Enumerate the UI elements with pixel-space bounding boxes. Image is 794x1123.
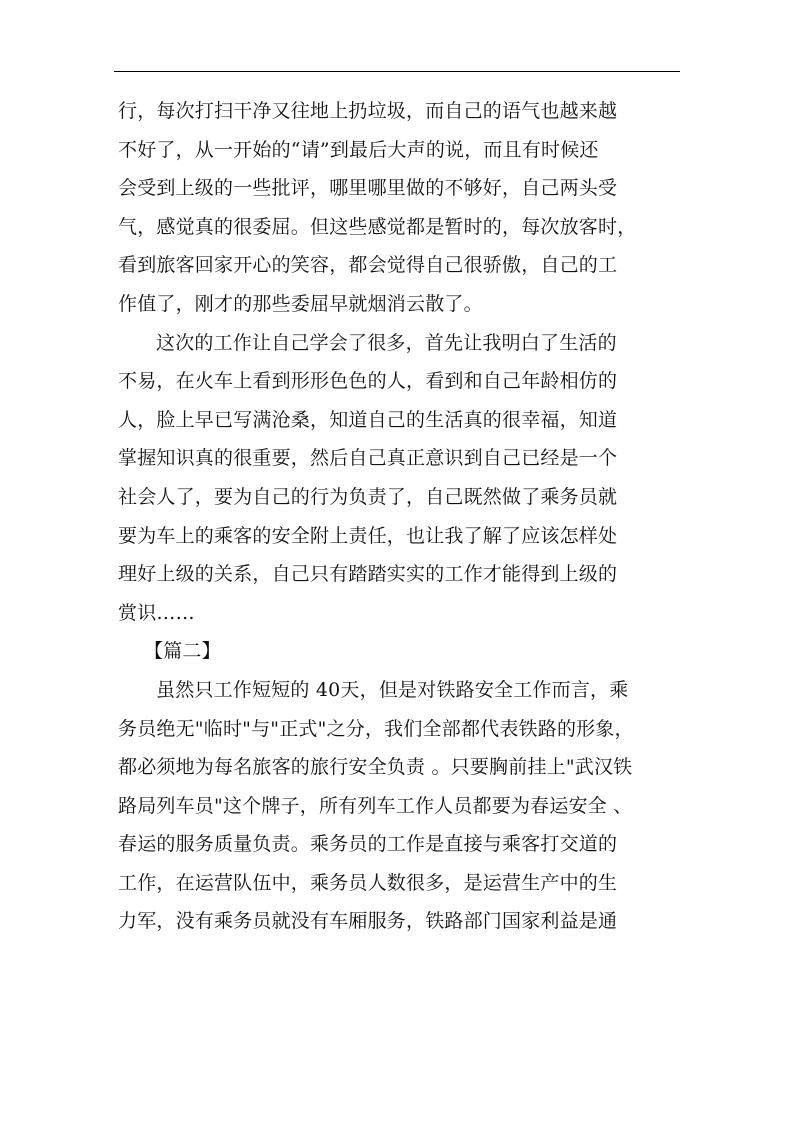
header-rule (114, 71, 680, 72)
paragraph-start-line: 虽然只工作短短的 40天，但是对铁路安全工作而言，乘 (156, 678, 629, 701)
body-text (118, 92, 688, 941)
text-line: 不易，在火车上看到形形色色的人，看到和自己年龄相仿的 (118, 370, 618, 393)
section-heading: 【篇二】 (144, 640, 221, 663)
text-line: 不好了，从一开始的“请”到最后大声的说，而且有时候还 (118, 138, 599, 161)
text-line: 路局列车员"这个牌子，所有列车工作人员都要为春运安全 、 (118, 794, 633, 817)
text-line: 工作，在运营队伍中，乘务员人数很多，是运营生产中的生 (118, 871, 618, 894)
text-line: 会受到上级的一些批评，哪里哪里做的不够好，自己两头受 (118, 177, 618, 200)
text-line: 气，感觉真的很委屈。但这些感觉都是暂时的，每次放客时， (118, 215, 637, 238)
text-line: 赏识…… (118, 601, 195, 624)
text-line: 务员绝无"临时"与"正式"之分，我们全部都代表铁路的形象， (118, 717, 634, 740)
text-line: 春运的服务质量负责。乘务员的工作是直接与乘客打交道的 (118, 833, 618, 856)
text-line: 行，每次打扫干净又往地上扔垃圾，而自己的语气也越来越 (118, 100, 618, 122)
text-line: 掌握知识真的很重要，然后自己真正意识到自己已经是一个 (118, 447, 618, 470)
text-line: 力军，没有乘务员就没有车厢服务，铁路部门国家利益是通 (118, 910, 618, 933)
paragraph-start-line: 这次的工作让自己学会了很多，首先让我明白了生活的 (156, 331, 617, 354)
text-line: 看到旅客回家开心的笑容，都会觉得自己很骄傲，自己的工 (118, 254, 618, 277)
text-line: 都必须地为每名旅客的旅行安全负责 。只要胸前挂上"武汉铁 (118, 756, 633, 779)
text-line: 理好上级的关系，自己只有踏踏实实的工作才能得到上级的 (118, 563, 618, 586)
text-line: 作值了，刚才的那些委屈早就烟消云散了。 (118, 292, 483, 315)
text-line: 要为车上的乘客的安全附上责任，也让我了解了应该怎样处 (118, 524, 618, 547)
text-line: 社会人了，要为自己的行为负责了，自己既然做了乘务员就 (118, 485, 618, 508)
text-line: 人，脸上早已写满沧桑，知道自己的生活真的很幸福，知道 (118, 408, 618, 431)
